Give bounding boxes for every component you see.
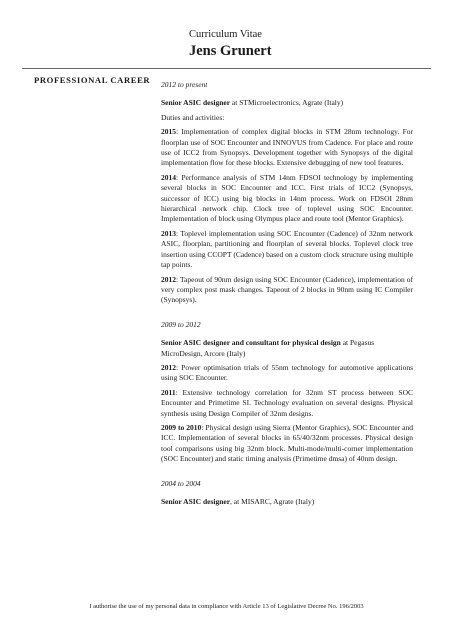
privacy-consent-footer: I authorise the use of my personal data in compliance with Article 13 of Legislative Decree No. 196/2003 — [89, 603, 364, 610]
job-role — [161, 338, 413, 359]
candidate-name: Jens Grunert — [189, 43, 272, 59]
job-activity — [161, 423, 413, 465]
activity-text: : Tapeout of 90nm design using SOC Encounter (Cadence), implementation of very complex post mask changes. Tapeout of 2 blocks in 90nm using IC Compiler (Synopsys). — [161, 274, 413, 305]
job-period: 2009 to 2012 — [161, 319, 201, 329]
job-role — [161, 98, 413, 108]
job-title: Senior ASIC designer — [161, 98, 231, 108]
cv-header — [189, 28, 272, 60]
activity-text: : Implementation of complex digital blocks in STM 28nm technology. For floorplan use of SOC Encounter and INNOVUS from Cadence. For place and route use of ICC2 from Synopsys. Development together with Synopsys of the digital implementation flow for these blocks. Extensive debugging of new tool features. — [161, 127, 413, 168]
job-employer: at Pegasus MicroDesign, Arcore (Italy) — [161, 338, 375, 358]
activity-year: 2015 — [161, 127, 176, 137]
job-intro: Duties and activities: — [161, 112, 225, 122]
job-entry — [161, 320, 413, 465]
activity-year: 2012 — [161, 362, 176, 372]
job-title: Senior ASIC designer and consultant for physical design — [161, 338, 341, 348]
job-period: 2012 to present — [161, 80, 208, 89]
job-activity — [161, 173, 413, 225]
job-employer: , at MISARC, Agrate (Italy) — [230, 497, 315, 506]
activity-year: 2011 — [161, 387, 176, 397]
job-role — [161, 497, 413, 507]
job-activity — [161, 275, 413, 306]
job-entry — [161, 80, 413, 306]
job-activity — [161, 229, 413, 271]
activity-text: : Extensive technology correlation for 32nm ST process between SOC Encounter and Primetime SI. Technology evaluation on several designs. Physical synthesis using Design Compiler of 32nm designs. — [161, 387, 413, 418]
entry-spacer — [161, 465, 413, 479]
activity-year: 2013 — [161, 228, 176, 238]
activity-text: : Performance analysis of STM 14nm FDSOI technology by implementing several blocks in SOC Encounter and ICC. First trials of ICC2 (Synopsys, successor of ICC) using big blocks in 14nm process. Work on FDSOI 28nm hierarchical network chip. Clock tree of toplevel using SOC Encounter. Implementation of block using Olympus place and route tool (Mentor Graphics). — [161, 172, 413, 224]
job-entry — [161, 479, 413, 508]
activity-text: : Toplevel implementation using SOC Encounter (Cadence) of 32nm network ASIC, floorplan, partitioning and floorplan of several blocks. Toplevel clock tree insertion using CCOPT (Cadence) based on a custom clock structure using multiple tap points. — [161, 228, 413, 270]
activity-year: 2009 to 2010 — [161, 422, 202, 432]
career-entries — [161, 80, 413, 507]
job-title: Senior ASIC designer — [161, 497, 231, 506]
activity-year: 2014 — [161, 172, 176, 182]
job-activity — [161, 127, 413, 169]
job-activity — [161, 388, 413, 419]
activity-year: 2012 — [161, 274, 176, 284]
header-divider — [22, 68, 431, 69]
job-activity — [161, 363, 413, 384]
job-period: 2004 to 2004 — [161, 478, 201, 488]
activity-text: : Power optimisation trials of 55nm technology for automotive applications using SOC Encounter. — [161, 362, 413, 383]
section-title: PROFESSIONAL CAREER — [34, 75, 151, 85]
document-type-label: Curriculum Vitae — [189, 29, 262, 40]
job-employer: at STMicroelectronics, Agrate (Italy) — [230, 98, 344, 108]
entry-spacer — [161, 306, 413, 320]
activity-text: : Physical design using Sierra (Mentor Graphics), SOC Encounter and ICC. Implementation of several blocks in 65/40/32nm processes. Physical design tool comparisons using big 32nm block. Multi-mode/multi-corner implementation (SOC Encounter) and static timing analysis (Primetime dmsa) of 40nm design. — [161, 422, 413, 464]
